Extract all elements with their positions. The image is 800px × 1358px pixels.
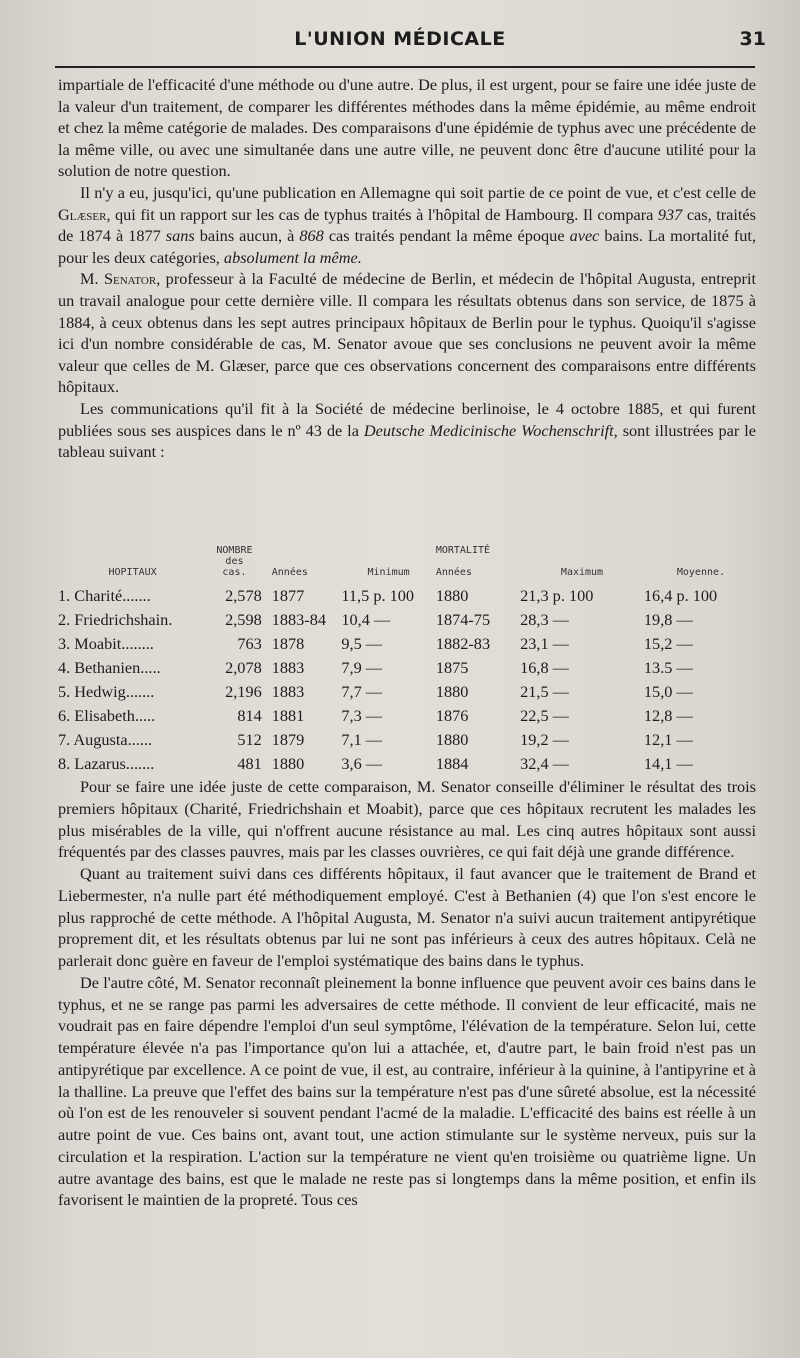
- col-nombre-l2: des: [225, 556, 244, 567]
- cell-year: 1879: [271, 730, 305, 749]
- para4-text: Les communications qu'il fit à la Société de médecine berlinoise, le 4 octobre 1885, et qui furent publiées sous ses auspices dans le nº 43 de la: [58, 398, 756, 440]
- author-name-glaeser: Glæser: [58, 204, 107, 224]
- cell-min: 10,4 —: [341, 610, 391, 629]
- cell-name: 5. Hedwig.......: [58, 682, 155, 701]
- cell-min: 3,6 —: [341, 754, 383, 773]
- col-mortalite: [436, 545, 520, 584]
- cell-year: 1878: [271, 634, 305, 653]
- col-nombre-l3: cas.: [222, 567, 247, 578]
- col-moyenne: Moyenne.: [676, 567, 726, 578]
- cell-moy: 15,0 —: [643, 682, 693, 701]
- col-annees-2: Années: [435, 567, 472, 578]
- cell-year: 1881: [271, 706, 305, 725]
- col-minimum: Minimum: [367, 567, 410, 578]
- cell-year: 1877: [271, 586, 305, 605]
- cell-max: 32,4 —: [520, 754, 569, 773]
- cell-max: 22,5 —: [520, 706, 569, 725]
- paragraph-1: impartiale de l'efficacité d'une méthode ou d'une autre. De plus, il est urgent, pour se faire une idée juste de la valeur d'un traitement, de comparer les différentes méthodes dans la même épidémie, au même endroit et chez la même catégorie de malades. Des comparaisons d'une épidémie de typhus avec une précédente de la même ville, ou avec une simultanée dans une autre ville, ne peuvent donc être d'aucune utilité pour la solution de notre question.: [58, 75, 756, 181]
- cell-min: 11,5 p. 100: [341, 586, 415, 605]
- para2-text-2: , qui fit un rapport sur les cas de typhus traités à l'hôpital de Hambourg. Il compara: [106, 204, 658, 224]
- paragraph-6: Quant au traitement suivi dans ces différents hôpitaux, il faut avancer que le traitement de Brand et Liebermester, n'a nulle part été méthodiquement employé. C'est à Bethanien (4) que l'on s'est encore le plus rapproché de cette méthode. A l'hôpital Augusta, M. Senator n'a suivi aucun traitement antipyrétique proprement dit, et les résultats obtenus par lui ne sont pas inférieurs à ceux des autres hôpitaux. Celà ne parlerait donc guère en faveur de l'emploi systématique des bains dans le typhus.: [58, 864, 756, 970]
- journal-title: L'UNION MÉDICALE: [294, 28, 506, 50]
- paragraph-2: [58, 182, 756, 268]
- body-text-top: [58, 74, 756, 463]
- cell-max: 21,5 —: [520, 682, 569, 701]
- cell-cases: 2,196: [225, 682, 262, 701]
- table-row: [58, 584, 758, 608]
- cell-max: 19,2 —: [520, 730, 569, 749]
- cell-name: 4. Bethanien.....: [58, 658, 161, 677]
- cell-min: 7,3 —: [341, 706, 383, 725]
- paragraph-3: [58, 268, 756, 398]
- cell-moy: 15,2 —: [643, 634, 693, 653]
- cell-mort-year: 1880: [435, 682, 469, 701]
- cell-mort-year: 1880: [435, 586, 469, 605]
- cell-moy: 12,8 —: [643, 706, 693, 725]
- para2-text-1: Il n'y a eu, jusqu'ici, qu'une publication en Allemagne qui soit partie de ce point de vue, et c'est celle de: [80, 182, 756, 202]
- para2-text-3: cas, traités de 1874 à 1877: [58, 204, 756, 246]
- author-name-senator: M. Senator: [80, 269, 157, 289]
- col-annees: Années: [271, 567, 308, 578]
- cell-year: 1883-84: [271, 610, 326, 629]
- cell-min: 7,7 —: [341, 682, 383, 701]
- cell-moy: 12,1 —: [643, 730, 693, 749]
- cell-max: 28,3 —: [520, 610, 569, 629]
- cell-min: 7,9 —: [341, 658, 383, 677]
- table-row: [58, 632, 758, 656]
- table-row: [58, 608, 758, 632]
- cell-cases: 2,078: [225, 658, 262, 677]
- col-maximum: Maximum: [560, 567, 604, 578]
- cell-cases: 763: [237, 634, 262, 653]
- cell-cases: 2,578: [225, 586, 262, 605]
- cell-name: 8. Lazarus.......: [58, 754, 155, 773]
- table-row: [58, 752, 758, 776]
- cell-name: 7. Augusta......: [58, 730, 153, 749]
- table-row: [58, 680, 758, 704]
- col-hopitaux: HOPITAUX: [108, 567, 157, 578]
- cell-moy: 19,8 —: [643, 610, 693, 629]
- cell-mort-year: 1882-83: [435, 634, 491, 653]
- word-avec: avec: [569, 226, 600, 246]
- cell-name: 6. Elisabeth.....: [58, 706, 156, 725]
- count-937: 937: [657, 204, 683, 224]
- cell-moy: 16,4 p. 100: [643, 586, 718, 605]
- col-nombre-l1: NOMBRE: [216, 545, 253, 556]
- col-mortalite-label: MORTALITÉ: [435, 545, 491, 556]
- para4-end: sont illustrées par le tableau suivant :: [58, 420, 756, 462]
- paragraph-5: Pour se faire une idée juste de cette comparaison, M. Senator conseille d'éliminer le résultat des trois premiers hôpitaux (Charité, Friedrichshain et Moabit), parce que ces hôpitaux recrutent les malades les plus misérables de la ville, qui n'offrent aucune résistance au mal. Les cinq autres hôpitaux sont aussi fréquentés par des classes pauvres, mais par les classes ouvrières, ce qui fait déjà une grande différence.: [58, 777, 756, 862]
- col-nombre: [207, 545, 272, 584]
- cell-name: 3. Moabit........: [58, 634, 154, 653]
- para2-text-4: bains aucun, à: [194, 226, 300, 246]
- para2-text-6: bains. La mortalité fut, pour les deux catégories,: [58, 226, 757, 267]
- cell-mort-year: 1876: [435, 706, 469, 725]
- cell-mort-year: 1880: [435, 730, 469, 749]
- table-row: [58, 656, 758, 680]
- header-rule: [55, 66, 755, 68]
- table-header-row: [58, 545, 758, 584]
- count-868: 868: [299, 226, 324, 246]
- phrase-absolument: absolument la même.: [223, 247, 362, 267]
- body-text-bottom: [58, 776, 756, 1211]
- cell-min: 7,1 —: [341, 730, 383, 749]
- cell-max: 21,3 p. 100: [520, 586, 594, 605]
- cell-moy: 13.5 —: [643, 658, 693, 677]
- cell-year: 1883: [271, 658, 305, 677]
- cell-mort-year: 1884: [435, 754, 469, 773]
- table-row: [58, 704, 758, 728]
- cell-cases: 814: [237, 706, 262, 725]
- table-row: [58, 728, 758, 752]
- cell-min: 9,5 —: [341, 634, 383, 653]
- para3-text: , professeur à la Faculté de médecine de Berlin, et médecin de l'hôpital Augusta, entreprit un travail analogue pour cette dernière ville. Il compara les résultats obtenus dans son service, de 1875 à 1884, à ceux obtenus dans les sept autres principaux hôpitaux de Berlin pour le typhus. Quoiqu'il s'agisse ici d'un nombre considérable de cas, M. Senator avoue que ses conclusions ne peuvent avoir la même valeur que celles de M. Glæser, parce que ces observations concernent des comparaisons entre différents hôpitaux.: [58, 269, 756, 397]
- para2-text-5: cas traités pendant la même époque: [323, 226, 570, 246]
- cell-year: 1883: [271, 682, 305, 701]
- page-number: 31: [739, 28, 766, 50]
- journal-name: Deutsche Medicinische Wochenschrift,: [363, 420, 618, 440]
- cell-max: 23,1 —: [520, 634, 569, 653]
- paragraph-7: De l'autre côté, M. Senator reconnaît pleinement la bonne influence que peuvent avoir ces bains dans le typhus, et ne se range pas parmi les adversaires de cette méthode. Il convient de leur efficacité, mais ne voudrait pas en faire dépendre l'emploi d'un seul symptôme, l'élévation de la température. Selon lui, cette température élevée n'a pas l'importance qu'on lui a attachée, et, d'autre part, le bain froid n'est pas un antipyrétique par excellence. A ce point de vue, il est, au contraire, inférieur à la quinine, à l'antipyrine et à la thalline. La preuve que l'effet des bains sur la température n'est pas d'une sûreté absolue, est la nécessité où l'on est de les renouveler si souvent pendant l'acmé de la maladie. L'efficacité des bains est réelle à un autre point de vue. Ces bains ont, avant tout, une action stimulante sur le système nerveux, puis sur la circulation et la respiration. L'action sur la température ne vient qu'en troisième ou quatrième ligne. Un autre avantage des bains, est que le malade ne reste pas si longtemps dans la même position, et enfin ils favorisent le maintien de la propreté. Tous ces: [58, 972, 756, 1210]
- cell-mort-year: 1874-75: [435, 610, 491, 629]
- cell-moy: 14,1 —: [643, 754, 693, 773]
- cell-cases: 512: [237, 730, 262, 749]
- cell-cases: 481: [237, 754, 262, 773]
- cell-mort-year: 1875: [435, 658, 469, 677]
- cell-name: 1. Charité.......: [58, 586, 151, 605]
- paragraph-4: [58, 398, 756, 463]
- word-sans: sans: [165, 226, 195, 246]
- mortality-table: [58, 545, 758, 776]
- cell-cases: 2,598: [225, 610, 262, 629]
- running-header: [0, 28, 800, 58]
- cell-name: 2. Friedrichshain.: [58, 610, 173, 629]
- cell-year: 1880: [271, 754, 305, 773]
- cell-max: 16,8 —: [520, 658, 569, 677]
